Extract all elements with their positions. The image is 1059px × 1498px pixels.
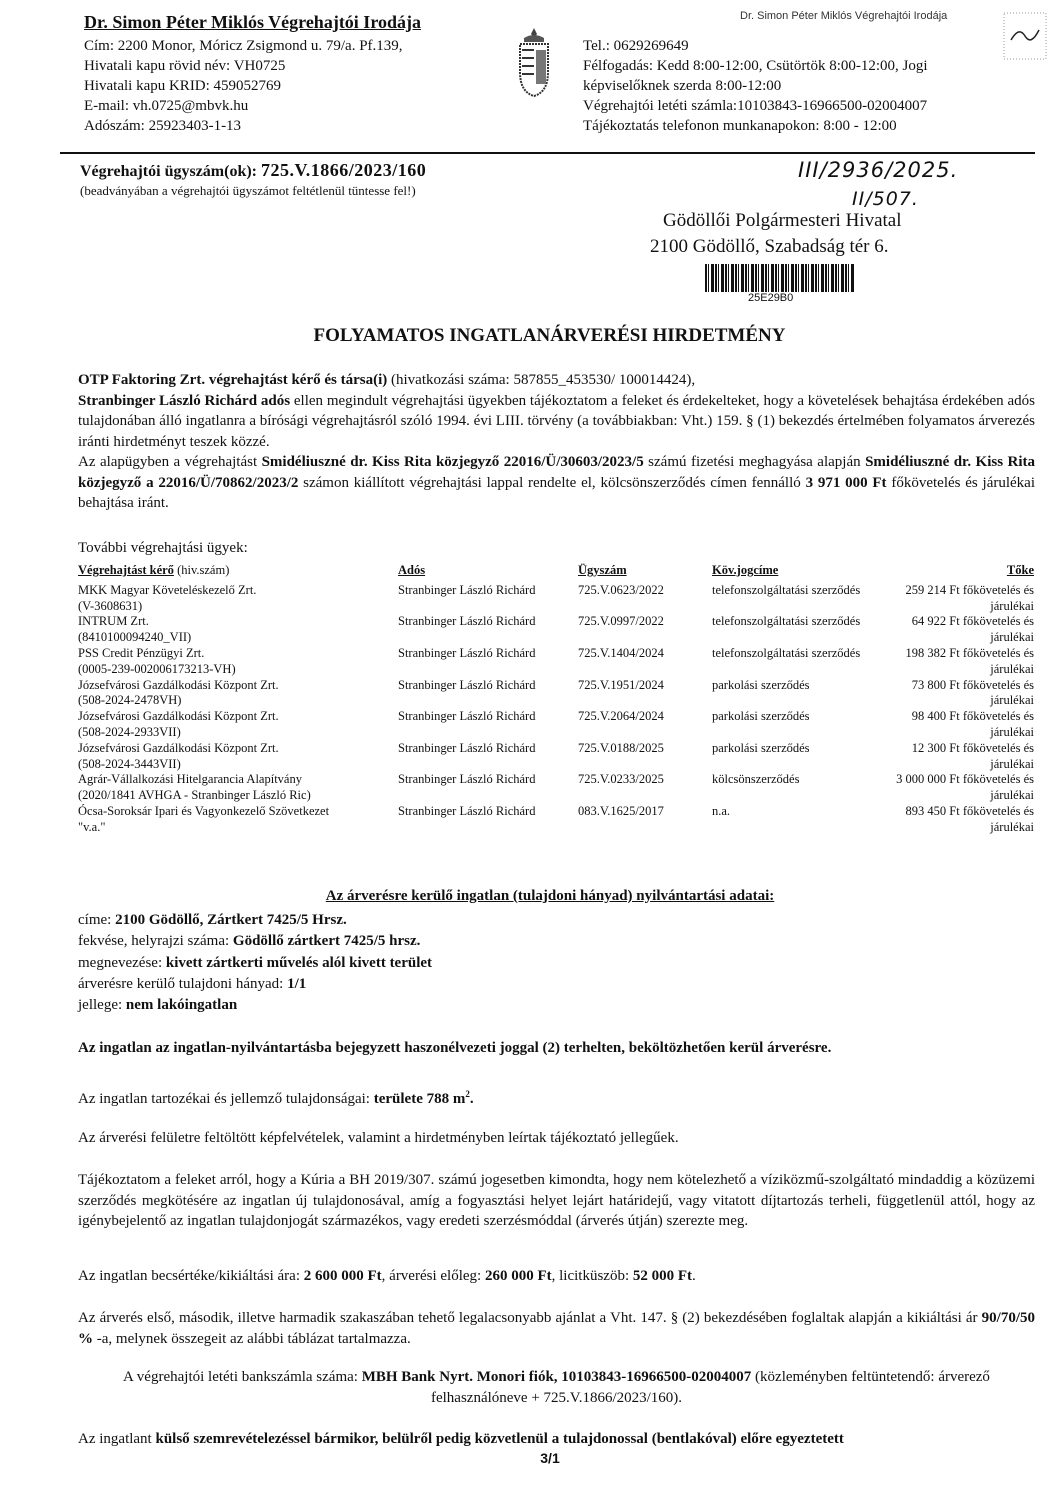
case-principal: [862, 741, 1034, 773]
header-divider: [60, 152, 1035, 154]
case-creditor-text: Ócsa-Soroksár Ipari és Vagyonkezelő Szövetkezet: [78, 803, 330, 818]
case-principal-text: 259 214 Ft főkövetelés és: [905, 582, 1034, 597]
field-label: megnevezése:: [78, 954, 166, 971]
case-creditor-text: PSS Credit Pénzügyi Zrt.: [78, 645, 205, 660]
case-row: [78, 583, 1034, 615]
col-principal-label: Tőke: [1006, 563, 1034, 577]
case-debtor-text: Stranbinger László Richárd: [398, 645, 536, 660]
stages-text: Az árverés első, második, illetve harmadik szakaszában tehető legalacsonyabb ajánlat a Vht. 147. § (2) bekezdésében foglaltak alapján a kikiáltási ár: [78, 1310, 982, 1326]
field-value: 2100 Gödöllő, Zártkert 7425/5 Hrsz.: [115, 912, 347, 928]
case-principal-text: járulékai: [990, 693, 1034, 708]
office-name: Dr. Simon Péter Miklós Végrehajtói Irodája: [84, 12, 421, 32]
intro-principal-amount: 3 971 000 Ft: [805, 474, 887, 491]
case-legal-title: [712, 741, 862, 773]
intro-creditor: OTP Faktoring Zrt. végrehajtást kérő és társa(i): [78, 372, 388, 388]
office-contact-block: [84, 36, 403, 136]
stages-text: -a, melynek összegeit az alábbi táblázat tartalmazza.: [93, 1330, 411, 1347]
office-reception-hours: Félfogadás: Kedd 8:00-12:00, Csütörtök 8:00-12:00, Jogi: [583, 58, 928, 74]
field-label: árverésre kerülő tulajdoni hányad:: [78, 975, 288, 992]
case-number-text: 725.V.0623/2022: [578, 582, 664, 597]
viewing-note: [78, 1429, 1035, 1450]
office-phone: Tel.: 0629269649: [583, 38, 689, 54]
intro-basis-text: Az alapügyben a végrehajtást: [78, 454, 262, 470]
stages-percentages: 90/70/50 %: [78, 1310, 1035, 1347]
case-principal-text: 73 800 Ft főkövetelés és: [911, 677, 1034, 692]
col-case-no: [578, 563, 712, 583]
case-debtor-text: Stranbinger László Richárd: [398, 772, 536, 787]
received-stamp: Dr. Simon Péter Miklós Végrehajtói Irodája: [740, 10, 948, 22]
case-creditor-text: (508-2024-3443VII): [78, 756, 181, 771]
case-principal-text: járulékai: [990, 788, 1034, 803]
field-value: Gödöllő zártkert 7425/5 hrsz.: [232, 933, 421, 950]
case-debtor-text: Stranbinger László Richárd: [398, 740, 536, 755]
col-creditor-label: Végrehajtást kérő: [78, 563, 174, 577]
col-principal: [862, 563, 1034, 583]
case-debtor: [398, 709, 578, 741]
case-creditor-text: "v.a.": [78, 819, 106, 834]
case-legal-title-text: parkolási szerződés: [712, 709, 810, 724]
case-principal-text: 198 382 Ft főkövetelés és: [905, 645, 1034, 660]
case-row: [78, 804, 1034, 836]
field-label: jellege:: [78, 997, 126, 1014]
case-row: [78, 678, 1034, 710]
case-creditor-text: (8410100094240_VII): [78, 630, 192, 645]
features-end: .: [469, 1091, 474, 1107]
case-creditor-text: Agrár-Vállalkozási Hitelgarancia Alapítvány: [78, 772, 302, 787]
case-number-text: 725.V.1951/2024: [578, 677, 664, 692]
case-principal: [862, 614, 1034, 646]
bank-account: MBH Bank Nyrt. Monori fiók, 10103843-16966500-02004007: [361, 1369, 752, 1385]
photos-note: Az árverési felületre feltöltött képfelvételek, valamint a hirdetményben leírtak tájékoztató jellegűek.: [78, 1130, 679, 1146]
case-legal-title-text: telefonszolgáltatási szerződés: [712, 582, 861, 597]
case-principal: [862, 678, 1034, 710]
barcode-label: 25E29B0: [748, 292, 794, 304]
stages-note: [78, 1308, 1035, 1349]
case-number: [578, 646, 712, 678]
case-principal-text: járulékai: [990, 724, 1034, 739]
bid-step: 52 000 Ft: [632, 1268, 693, 1284]
case-debtor: [398, 678, 578, 710]
coat-of-arms-icon: [516, 26, 552, 98]
case-principal: [862, 583, 1034, 615]
case-principal-text: 893 450 Ft főkövetelés és: [905, 803, 1034, 818]
property-heading: Az árverésre kerülő ingatlan (tulajdoni hányad) nyilvántartási adatai:: [325, 888, 775, 904]
case-number: [578, 709, 712, 741]
document-title: FOLYAMATOS INGATLANÁRVERÉSI HIRDETMÉNY: [313, 325, 786, 346]
case-number-text: 725.V.2064/2024: [578, 709, 664, 724]
case-number-text: 083.V.1625/2017: [578, 803, 664, 818]
case-creditor: [78, 804, 398, 836]
case-creditor: [78, 741, 398, 773]
case-creditor: [78, 709, 398, 741]
field-value: nem lakóingatlan: [125, 997, 238, 1014]
case-legal-title-text: telefonszolgáltatási szerződés: [712, 614, 861, 629]
features-label: Az ingatlan tartozékai és jellemző tulajdonságai:: [78, 1091, 374, 1107]
case-legal-title-text: telefonszolgáltatási szerződés: [712, 645, 861, 660]
case-debtor: [398, 583, 578, 615]
case-principal: [862, 804, 1034, 836]
barcode: [705, 264, 855, 292]
case-number: [578, 678, 712, 710]
auction-deposit: 260 000 Ft: [484, 1268, 552, 1284]
office-escrow-account: Végrehajtói letéti számla:10103843-16966500-02004007: [583, 98, 928, 114]
viewing-conditions: külső szemrevételezéssel bármikor, belülről pedig közvetlenül a tulajdonossal (bentlakóval) előre egyeztetett: [155, 1431, 844, 1447]
case-creditor-text: Józsefvárosi Gazdálkodási Központ Zrt.: [78, 677, 279, 692]
case-creditor-text: (508-2024-2478VH): [78, 693, 182, 708]
deposit-label: , árverési előleg:: [381, 1268, 485, 1284]
case-debtor: [398, 804, 578, 836]
office-gateway-name: Hivatali kapu rövid név: VH0725: [84, 58, 286, 74]
case-principal-text: 98 400 Ft főkövetelés és: [911, 709, 1034, 724]
intro-enforcement-sheet: Smidéliuszné dr. Kiss Rita közjegyző a 22016/Ü/70862/2023/2: [78, 454, 1035, 491]
intro-payment-order: Smidéliuszné dr. Kiss Rita közjegyző 22016/Ü/30603/2023/5: [261, 454, 644, 470]
case-legal-title-text: parkolási szerződés: [712, 740, 810, 755]
case-debtor-text: Stranbinger László Richárd: [398, 709, 536, 724]
property-share: [78, 974, 432, 995]
encumbrance-note: Az ingatlan az ingatlan-nyilvántartásba bejegyzett haszonélvezeti joggal (2) terhelten, beköltözhetően kerül árverésre.: [78, 1040, 832, 1056]
col-debtor-label: Adós: [398, 563, 426, 577]
case-legal-title: [712, 804, 862, 836]
case-debtor: [398, 646, 578, 678]
bid-step-label: , licitküszöb:: [551, 1268, 633, 1284]
case-creditor: [78, 678, 398, 710]
case-debtor-text: Stranbinger László Richárd: [398, 614, 536, 629]
case-legal-title: [712, 772, 862, 804]
intro-basis-text: főkövetelés és járulékai behajtása iránt.: [78, 474, 1035, 511]
case-legal-title-text: parkolási szerződés: [712, 677, 810, 692]
starting-price: 2 600 000 Ft: [303, 1268, 382, 1284]
case-debtor: [398, 772, 578, 804]
case-creditor-text: (V-3608631): [78, 598, 143, 613]
kuria-note: Tájékoztatom a feleket arról, hogy a Kúria a BH 2019/307. számú jogesetben kimondta, hogy nem kötelezhető a víziközmű-szolgáltató mindaddig a közüzemi szerződés megkötésére az ingatlan új tulajdonosával, amíg a fogyasztási helyet lejárt határidejű, vagy vitatott díjtartozás terheli, függetlenül attól, hogy az igénybejelentő az ingatlan tulajdonjogát származékos, vagy eredeti szerzésmóddal (árverés útján) szerezte meg.: [78, 1172, 1035, 1229]
case-row: [78, 741, 1034, 773]
case-principal-text: járulékai: [990, 819, 1034, 834]
case-legal-title: [712, 614, 862, 646]
cases-heading: További végrehajtási ügyek:: [78, 540, 248, 556]
case-creditor: [78, 772, 398, 804]
case-legal-title: [712, 646, 862, 678]
case-principal: [862, 646, 1034, 678]
field-label: címe:: [78, 912, 116, 928]
price-line: [78, 1266, 1035, 1287]
case-number-label: Végrehajtói ügyszám(ok):: [80, 163, 258, 180]
case-creditor-text: Józsefvárosi Gazdálkodási Központ Zrt.: [78, 740, 279, 755]
case-creditor-text: (2020/1841 AVHGA - Stranbinger László Ric): [78, 788, 311, 803]
case-number: [578, 614, 712, 646]
case-legal-title-text: n.a.: [712, 803, 731, 818]
case-number: 725.V.1866/2023/160: [261, 160, 427, 180]
field-value: kivett zártkerti művelés alól kivett terület: [165, 954, 433, 971]
case-row: [78, 709, 1034, 741]
col-legal-title: [712, 563, 862, 583]
case-principal-text: 64 922 Ft főkövetelés és: [911, 614, 1034, 629]
signature-stamp-icon: [1003, 12, 1047, 60]
case-number-note: (beadványában a végrehajtói ügyszámot feltétlenül tüntesse fel!): [80, 183, 416, 198]
features-line: [78, 1084, 1035, 1110]
case-debtor-text: Stranbinger László Richárd: [398, 582, 536, 597]
property-address: [78, 910, 432, 931]
col-creditor: [78, 563, 398, 583]
case-creditor-text: INTRUM Zrt.: [78, 614, 149, 629]
case-number: [578, 772, 712, 804]
case-number-text: 725.V.0188/2025: [578, 740, 664, 755]
case-row: [78, 772, 1034, 804]
property-fields: [78, 910, 432, 1016]
recipient-name: Gödöllői Polgármesteri Hivatal: [663, 210, 902, 231]
case-number: [578, 583, 712, 615]
price-end: .: [692, 1268, 696, 1284]
cases-header-row: [78, 563, 1034, 583]
case-debtor-text: Stranbinger László Richárd: [398, 677, 536, 692]
case-creditor-text: MKK Magyar Követeléskezelő Zrt.: [78, 582, 257, 597]
recipient-address: 2100 Gödöllő, Szabadság tér 6.: [650, 236, 889, 257]
field-label: fekvése, helyrajzi száma:: [78, 933, 233, 950]
case-legal-title: [712, 678, 862, 710]
case-number-line: [80, 160, 426, 181]
case-creditor: [78, 646, 398, 678]
case-debtor-text: Stranbinger László Richárd: [398, 803, 536, 818]
case-creditor-text: (508-2024-2933VII): [78, 724, 181, 739]
col-debtor: [398, 563, 578, 583]
bank-account-note: [78, 1367, 1035, 1408]
field-value: 1/1: [287, 975, 307, 992]
case-debtor: [398, 614, 578, 646]
case-number: [578, 741, 712, 773]
office-legal-rep-hours: képviselőknek szerda 8:00-12:00: [583, 78, 782, 94]
price-label: Az ingatlan becsértéke/kikiáltási ára:: [78, 1268, 304, 1284]
property-parcel: [78, 931, 432, 952]
case-principal-text: 3 000 000 Ft főkövetelés és: [896, 772, 1034, 787]
case-legal-title-text: kölcsönszerződés: [712, 772, 800, 787]
property-type: [78, 995, 432, 1016]
bank-label: A végrehajtói letéti bankszámla száma:: [123, 1369, 362, 1385]
case-principal: [862, 772, 1034, 804]
case-creditor: [78, 614, 398, 646]
case-number: [578, 804, 712, 836]
case-principal-text: járulékai: [990, 756, 1034, 771]
page-number: 3/1: [540, 1450, 560, 1466]
case-legal-title: [712, 709, 862, 741]
case-legal-title: [712, 583, 862, 615]
office-email: E-mail: vh.0725@mbvk.hu: [84, 98, 249, 114]
intro-text: ellen megindult végrehajtási ügyekben tájékoztatom a feleket és érdekelteket, hogy a követelések behajtása érdekében adós tulajdonában álló ingatlanra a bírósági végrehajtásról szóló 1994. évi LIII. törvény (a továbbiakban: Vht.) 159. § (1) bekezdés értelmében folyamatos árverezés iránti hirdetményt teszek közzé.: [78, 392, 1035, 450]
handwritten-registry-number: III/2936/2025.: [798, 158, 959, 182]
case-creditor: [78, 583, 398, 615]
case-number-text: 725.V.1404/2024: [578, 645, 664, 660]
cases-table: [78, 563, 1034, 836]
case-row: [78, 646, 1034, 678]
features-unit-sup: 2: [465, 1089, 470, 1099]
case-debtor: [398, 741, 578, 773]
office-phone-hours: Tájékoztatás telefonon munkanapokon: 8:00 - 12:00: [583, 118, 897, 134]
case-principal-text: 12 300 Ft főkövetelés és: [911, 740, 1034, 755]
features-area: területe 788 m: [373, 1091, 466, 1107]
viewing-text: Az ingatlant: [78, 1431, 156, 1447]
col-legal-title-label: Köv.jogcíme: [712, 563, 779, 577]
bank-reference: (közleményben feltüntetendő: árverező felhasználóneve + 725.V.1866/2023/160).: [430, 1369, 990, 1406]
case-creditor-text: (0005-239-002006173213-VH): [78, 661, 236, 676]
intro-debtor: Stranbinger László Richárd adós: [78, 392, 291, 409]
case-number-text: 725.V.0997/2022: [578, 614, 664, 629]
col-case-no-label: Ügyszám: [578, 563, 627, 577]
property-designation: [78, 953, 432, 974]
case-number-text: 725.V.0233/2025: [578, 772, 664, 787]
office-hours-block: [583, 36, 928, 136]
intro-ref: (hivatkozási száma: 587855_453530/ 100014424),: [387, 372, 696, 388]
case-principal-text: járulékai: [990, 598, 1034, 613]
intro-basis-text: számon kiállított végrehajtási lappal rendelte el, kölcsönszerződés címen fennálló: [298, 474, 806, 491]
office-krid: Hivatali kapu KRID: 459052769: [84, 78, 282, 94]
case-principal-text: járulékai: [990, 661, 1034, 676]
case-creditor-text: Józsefvárosi Gazdálkodási Központ Zrt.: [78, 709, 279, 724]
col-creditor-suffix: (hiv.szám): [173, 563, 230, 577]
handwritten-sub-number: II/507.: [852, 188, 919, 210]
intro-basis-text: számú fizetési meghagyása alapján: [643, 454, 866, 470]
office-tax-number: Adószám: 25923403-1-13: [84, 118, 242, 134]
case-principal: [862, 709, 1034, 741]
office-address: Cím: 2200 Monor, Móricz Zsigmond u. 79/a. Pf.139,: [84, 38, 403, 54]
case-principal-text: járulékai: [990, 630, 1034, 645]
intro-paragraph: [78, 370, 1035, 514]
case-row: [78, 614, 1034, 646]
